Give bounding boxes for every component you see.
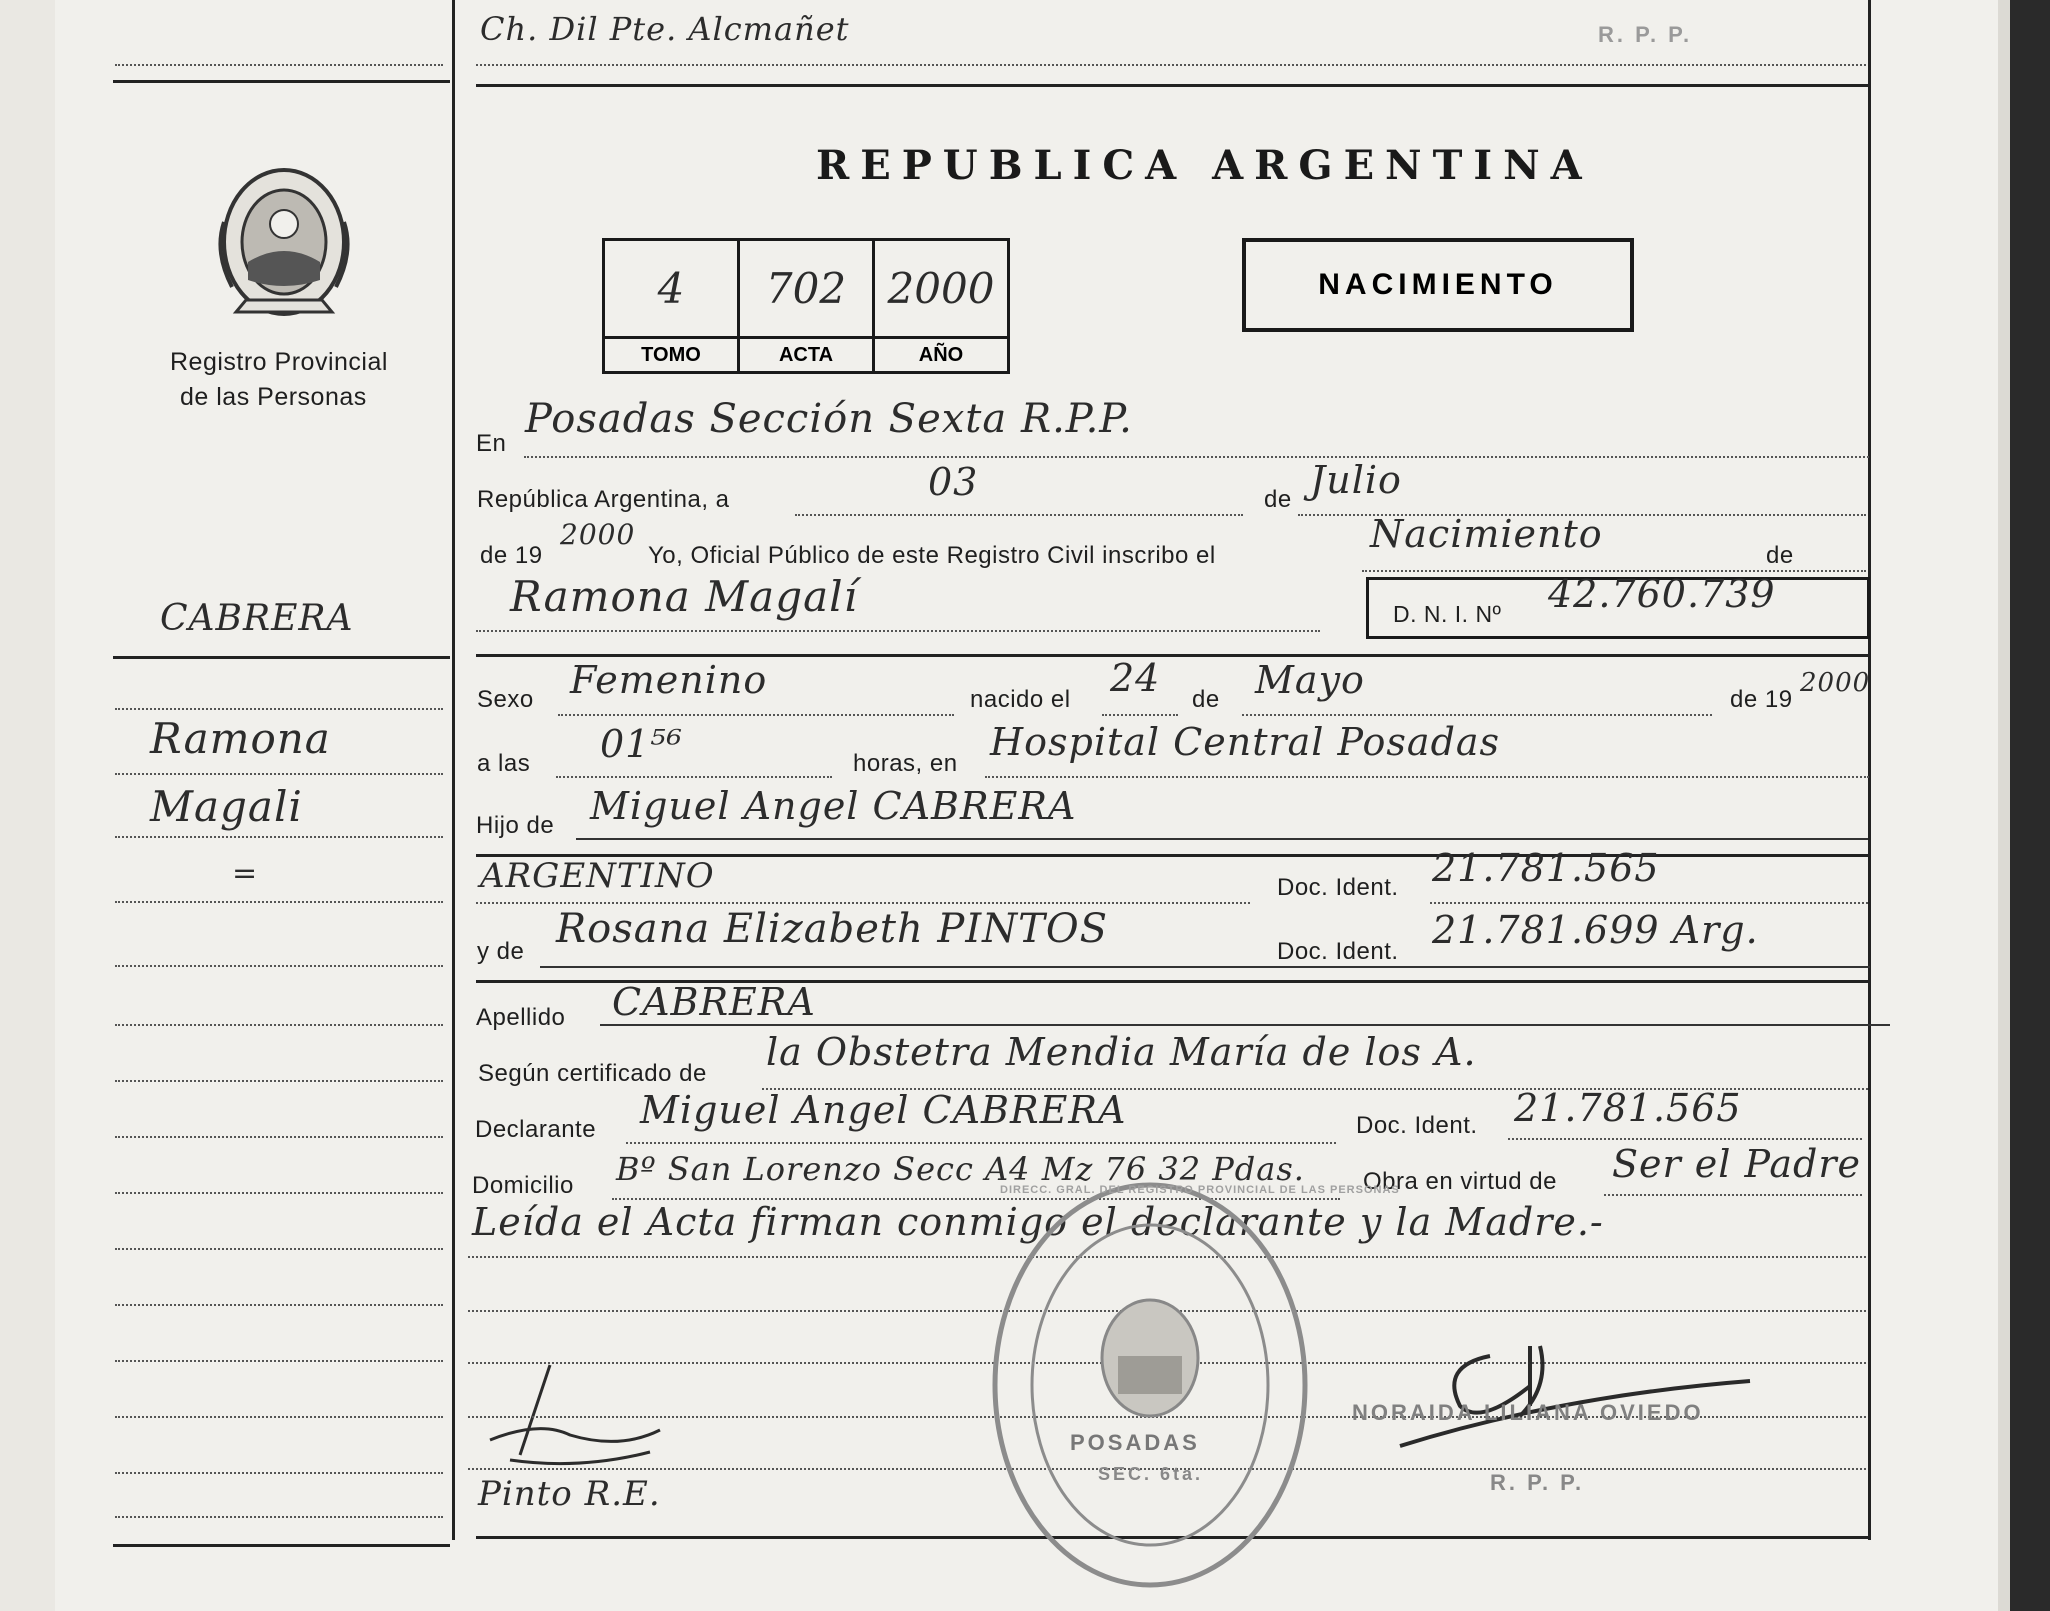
margin-dotted-line (115, 1192, 443, 1194)
margin-dotted-line (115, 965, 443, 967)
acta-value: 702 (739, 240, 874, 338)
field-tipo-inscripcion: Nacimiento (1370, 512, 1603, 556)
margin-dotted-line (115, 836, 443, 838)
field-nacionalidad-padre: ARGENTINO (480, 856, 715, 896)
seal-section: SEC. 6ta. (1098, 1464, 1204, 1484)
registry-name-line2: de las Personas (180, 383, 367, 411)
official-seal-icon (990, 1180, 1310, 1590)
country-title: REPUBLICA ARGENTINA (816, 142, 1593, 189)
field-nac-dia: 24 (1110, 656, 1161, 700)
top-rpp-stamp: R. P. P. (1598, 22, 1693, 47)
field-dni: 42.760.739 (1548, 572, 1776, 616)
label-y-de: y de (477, 938, 525, 965)
row-line (476, 630, 1320, 632)
top-strip-rule-left (113, 80, 450, 83)
field-doc-madre: 21.781.699 Arg. (1432, 908, 1759, 952)
official-name: NORAIDA LILIANA OVIEDO (1352, 1400, 1704, 1425)
row-line (556, 776, 832, 778)
label-en: En (476, 430, 507, 457)
field-nac-anio: 2000 (1800, 668, 1871, 698)
label-de-tipo: de (1766, 542, 1794, 569)
row-line (1242, 714, 1712, 716)
ano-value: 2000 (874, 240, 1009, 338)
section-rule (476, 654, 1870, 657)
margin-dotted-line (115, 773, 443, 775)
margin-ditto-mark: = (232, 856, 259, 891)
field-sexo: Femenino (570, 658, 768, 702)
label-horas-en: horas, en (853, 750, 958, 777)
field-lugar-inscripcion: Posadas Sección Sexta R.P.P. (525, 396, 1133, 442)
row-line (576, 838, 1868, 840)
field-declarante: Miguel Angel CABRERA (640, 1088, 1127, 1132)
label-de-nac: de (1192, 686, 1220, 713)
margin-dotted-line (115, 1024, 443, 1026)
field-nombre: Ramona Magalí (510, 572, 859, 621)
row-line (558, 714, 954, 716)
field-anio: 2000 (560, 518, 636, 551)
field-doc-padre: 21.781.565 (1432, 846, 1660, 890)
label-apellido: Apellido (476, 1004, 566, 1031)
label-sexo: Sexo (477, 686, 534, 713)
margin-bottom-rule (113, 1544, 450, 1547)
official-signature-icon (1380, 1336, 1760, 1456)
record-type-box (1242, 238, 1634, 332)
acta-label: ACTA (739, 338, 874, 373)
right-border-rule (1868, 0, 1871, 1540)
top-strip-dotted-left (115, 64, 443, 66)
label-nacido-el: nacido el (970, 686, 1071, 713)
row-line (476, 902, 1250, 904)
margin-dotted-line (115, 1248, 443, 1250)
margin-dotted-line (115, 1360, 443, 1362)
top-strip-dotted-right (476, 64, 1866, 66)
record-type-label: NACIMIENTO (1318, 268, 1558, 301)
field-madre: Rosana Elizabeth PINTOS (556, 906, 1109, 952)
field-obra: Ser el Padre (1612, 1142, 1861, 1186)
label-doc-madre: Doc. Ident. (1277, 938, 1399, 965)
margin-signature: Pinto R.E. (478, 1474, 661, 1514)
label-republica: República Argentina, a (477, 486, 730, 513)
top-strip-rule-right (476, 84, 1870, 87)
margin-surname-rule (113, 656, 450, 659)
misiones-crest-icon (214, 162, 354, 322)
field-lugar-nacimiento: Hospital Central Posadas (990, 720, 1501, 764)
tomo-value: 4 (604, 240, 739, 338)
label-dni: D. N. I. Nº (1393, 601, 1502, 627)
margin-dotted-line (115, 1416, 443, 1418)
label-de-19: de 19 (480, 542, 543, 569)
field-mes: Julio (1310, 458, 1402, 502)
margin-first-name: Ramona (150, 714, 331, 763)
row-line (600, 1024, 1890, 1026)
row-line (626, 1142, 1336, 1144)
label-domicilio: Domicilio (472, 1172, 574, 1199)
label-segun: Según certificado de (478, 1060, 707, 1087)
ano-label: AÑO (874, 338, 1009, 373)
margin-dotted-line (115, 708, 443, 710)
margin-dotted-line (115, 901, 443, 903)
label-yo-oficial: Yo, Oficial Público de este Registro Civil inscribo el (648, 542, 1216, 569)
margin-dotted-line (115, 1080, 443, 1082)
row-line (540, 966, 1870, 968)
seal-city: POSADAS (1070, 1430, 1200, 1455)
label-declarante: Declarante (475, 1116, 597, 1143)
tomo-label: TOMO (604, 338, 739, 373)
field-nota-cierre: Leída el Acta firman conmigo el declarante y la Madre.- (472, 1200, 1604, 1244)
registry-name-line1: Registro Provincial (170, 348, 388, 376)
margin-dotted-line (115, 1136, 443, 1138)
seal-ring-text: DIRECC. GRAL. DEL REGISTRO PROVINCIAL DE LAS PERSONAS (1000, 1184, 1400, 1196)
field-doc-declarante: 21.781.565 (1514, 1086, 1742, 1130)
rpp-stamp: R. P. P. (1490, 1470, 1585, 1495)
row-line (1604, 1194, 1862, 1196)
margin-dotted-line (115, 1304, 443, 1306)
page-edge-shadow (1998, 0, 2010, 1611)
label-obra: Obra en virtud de (1363, 1168, 1557, 1195)
margin-dotted-line (115, 1516, 443, 1518)
row-line (1102, 714, 1178, 716)
margin-second-name: Magali (150, 782, 303, 831)
left-column-rule (452, 0, 455, 1540)
margin-surname: CABRERA (160, 598, 354, 639)
facing-page-edge (0, 0, 55, 1611)
row-line (1430, 902, 1868, 904)
label-doc-declarante: Doc. Ident. (1356, 1112, 1478, 1139)
row-line (985, 776, 1869, 778)
row-line (524, 456, 1869, 458)
margin-scribble-signature-icon (480, 1360, 670, 1470)
margin-dotted-line (115, 1472, 443, 1474)
field-certificado: la Obstetra Mendia María de los A. (766, 1030, 1477, 1074)
row-line (795, 514, 1243, 516)
label-de-19-nac: de 19 (1730, 686, 1793, 713)
label-doc-padre: Doc. Ident. (1277, 874, 1399, 901)
field-hora: 01⁵⁶ (600, 722, 683, 766)
field-nac-mes: Mayo (1255, 658, 1365, 702)
top-official-signature: Ch. Dil Pte. Alcmañet (480, 10, 850, 48)
row-line (1508, 1138, 1862, 1140)
label-a-las: a las (477, 750, 531, 777)
label-de-mes: de (1264, 486, 1292, 513)
field-domicilio: Bº San Lorenzo Secc A4 Mz 76 32 Pdas. (616, 1150, 1305, 1188)
label-hijo-de: Hijo de (476, 812, 555, 839)
field-apellido: CABRERA (612, 980, 816, 1024)
field-dia: 03 (928, 460, 979, 504)
registration-number-table (602, 238, 1010, 374)
field-padre: Miguel Angel CABRERA (590, 784, 1077, 828)
